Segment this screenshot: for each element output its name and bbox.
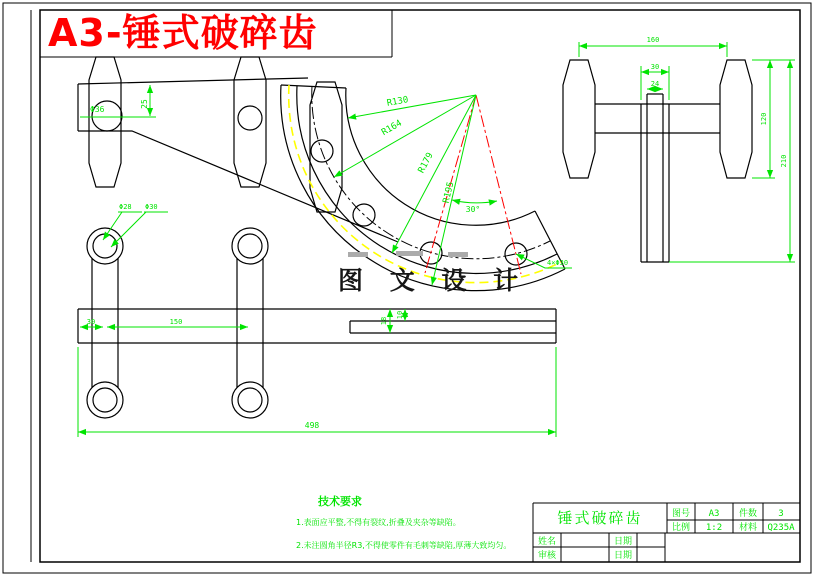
dim-arc-30deg <box>452 200 497 203</box>
tech-requirements-line2: 2.未注圆角半径R3,不得使零件有毛刺等缺陷,厚薄大致均匀。 <box>296 541 512 550</box>
sector-mid-arc <box>297 86 557 273</box>
dim-150: 150 <box>169 318 183 326</box>
dim-25: 25 <box>140 99 149 109</box>
tb-review-label: 审核 <box>537 551 557 561</box>
link2-bottom-hole <box>238 388 262 412</box>
drawing-title: A3-锤式破碎齿 <box>48 11 318 55</box>
link2-top-hole <box>238 234 262 258</box>
angle-construction-lines <box>425 95 521 274</box>
bar-top-edge <box>78 78 308 84</box>
watermark-artifact-1 <box>348 252 368 257</box>
hole-center-arc <box>312 86 550 259</box>
dim-r195: R195 <box>441 180 457 205</box>
dim-angle-30: 30° <box>465 205 481 214</box>
tb-material-value: Q235A <box>767 523 795 533</box>
dim-10: 10 <box>396 310 404 320</box>
tb-date-label: 日期 <box>613 537 633 547</box>
link-view-dim-labels <box>87 203 404 430</box>
dim-30w: 30 <box>650 63 660 71</box>
hammer-2-hole <box>238 106 262 130</box>
tb-qty-value: 3 <box>778 509 784 519</box>
watermark-text: 图 文 设 计 <box>338 266 528 295</box>
side-view <box>563 36 795 262</box>
left-blade <box>563 60 595 178</box>
dim-r164: R164 <box>380 118 404 139</box>
tech-requirements-line1: 1.表面应平整,不得有裂纹,折叠及夹杂等缺陷。 <box>296 518 461 527</box>
tech-requirements-heading: 技术要求 <box>318 495 362 508</box>
dim-160: 160 <box>646 36 660 44</box>
sector-inner-arc <box>346 88 535 225</box>
link-view <box>78 203 556 437</box>
tb-drawing-no-value: A3 <box>708 509 720 519</box>
tb-part-name: 锤式破碎齿 <box>557 509 643 527</box>
watermark-artifact-2 <box>396 251 423 256</box>
tb-date2-label: 日期 <box>613 551 633 561</box>
dim-phi28: Φ28 <box>119 203 132 211</box>
link1-bottom-hole <box>93 388 117 412</box>
red-radial-right <box>476 95 521 274</box>
leader-phi30 <box>111 212 168 247</box>
dim-210: 210 <box>780 154 788 168</box>
right-blade <box>720 60 752 178</box>
tb-name-label: 姓名 <box>537 537 557 547</box>
tb-material-label: 材料 <box>738 523 758 533</box>
tb-drawing-no-label: 图号 <box>671 509 691 519</box>
dim-r130: R130 <box>386 95 410 109</box>
dim-498: 498 <box>304 421 320 430</box>
dim-phi36: Φ36 <box>90 105 105 114</box>
title-block <box>533 503 800 562</box>
tb-scale-value: 1:2 <box>705 523 723 533</box>
dim-r179: R179 <box>416 151 436 175</box>
dim-24: 24 <box>650 80 660 88</box>
main-view <box>78 57 572 291</box>
dim-30: 30 <box>86 318 96 326</box>
side-view-dim-labels <box>647 36 788 167</box>
dim-phi30: Φ30 <box>145 203 158 211</box>
watermark-artifact-3 <box>448 252 468 257</box>
side-view-dim-lines <box>579 42 795 262</box>
dim-18: 18 <box>380 316 388 326</box>
link-view-dim-lines <box>78 212 556 437</box>
bar-bottom-edge <box>78 131 398 242</box>
tb-qty-label: 件数 <box>738 509 758 519</box>
dim-120: 120 <box>760 112 768 126</box>
dim-holes-callout: 4×Φ30 <box>547 259 569 267</box>
tb-scale-label: 比例 <box>671 523 691 533</box>
main-view-dim-labels <box>90 95 568 267</box>
